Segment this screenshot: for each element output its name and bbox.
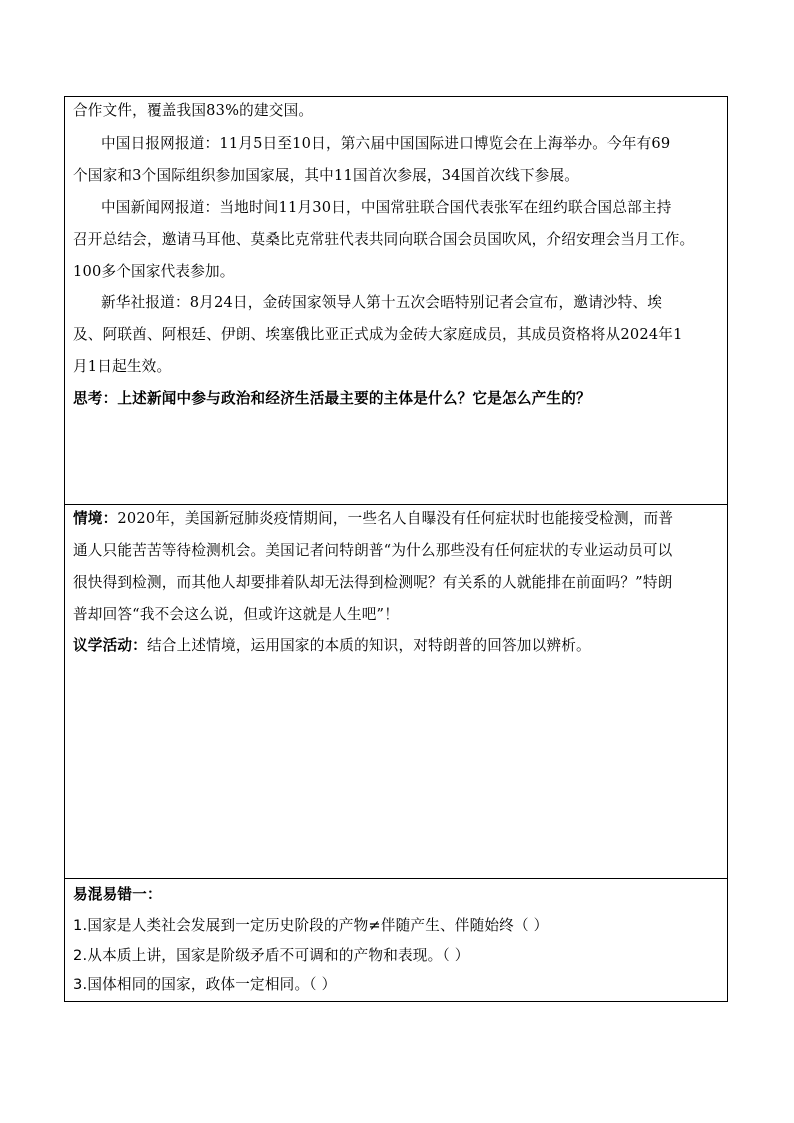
situation-line-1: [73, 509, 717, 529]
mistakes-cell: [65, 879, 727, 1002]
news-line: 合作文件，覆盖我国83%的建交国。: [73, 102, 314, 119]
news-cell: [65, 97, 727, 505]
mistake-item: 3.国体相同的国家，政体一定相同。（ ）: [73, 976, 337, 993]
situation-line: 普却回答“我不会这么说，但或许这就是人生吧”！: [73, 606, 399, 623]
news-line: 新华社报道：8月24日，金砖国家领导人第十五次会晤特别记者会宣布，邀请沙特、埃: [101, 294, 663, 311]
news-line: 个国家和3个国际组织参加国家展，其中11国首次参展，34国首次线下参展。: [73, 167, 580, 184]
news-line: 月1日起生效。: [73, 358, 172, 375]
mistakes-title: 易混易错一：: [73, 886, 162, 903]
situation-line: 很快得到检测，而其他人却要排着队却无法得到检测呢？有关系的人就能排在前面吗？”特朗: [73, 574, 673, 591]
situation-cell: [65, 505, 727, 879]
activity-line: [73, 636, 717, 656]
activity-label: 议学活动：: [73, 637, 147, 654]
mistake-item: 1.国家是人类社会发展到一定历史阶段的产物≠伴随产生、伴随始终（ ）: [73, 917, 549, 934]
news-line: 召开总结会，邀请马耳他、莫桑比克常驻代表共同向联合国会员国吹风，介绍安理会当月工作。: [73, 231, 695, 248]
thinking-question: 思考：上述新闻中参与政治和经济生活最主要的主体是什么？它是怎么产生的？: [73, 390, 591, 407]
situation-line: 通人只能苦苦等待检测机会。美国记者问特朗普“为什么那些没有任何症状的专业运动员可以: [73, 542, 673, 559]
news-line: 及、阿联酋、阿根廷、伊朗、埃塞俄比亚正式成为金砖大家庭成员，其成员资格将从2024年1: [73, 326, 683, 343]
worksheet-table: [64, 96, 728, 1002]
activity-text: 结合上述情境，运用国家的本质的知识，对特朗普的回答加以辨析。: [146, 637, 591, 654]
news-line: 100多个国家代表参加。: [73, 263, 235, 280]
mistake-item: 2.从本质上讲，国家是阶级矛盾不可调和的产物和表现。（ ）: [73, 947, 470, 964]
news-line: 中国日报网报道：11月5日至10日，第六届中国国际进口博览会在上海举办。今年有69: [101, 135, 671, 152]
situation-text: 2020年，美国新冠肺炎疫情期间，一些名人自曝没有任何症状时也能接受检测，而普: [117, 510, 674, 527]
situation-label: 情境：: [73, 510, 118, 527]
news-line: 中国新闻网报道：当地时间11月30日，中国常驻联合国代表张军在纽约联合国总部主持: [101, 199, 672, 216]
